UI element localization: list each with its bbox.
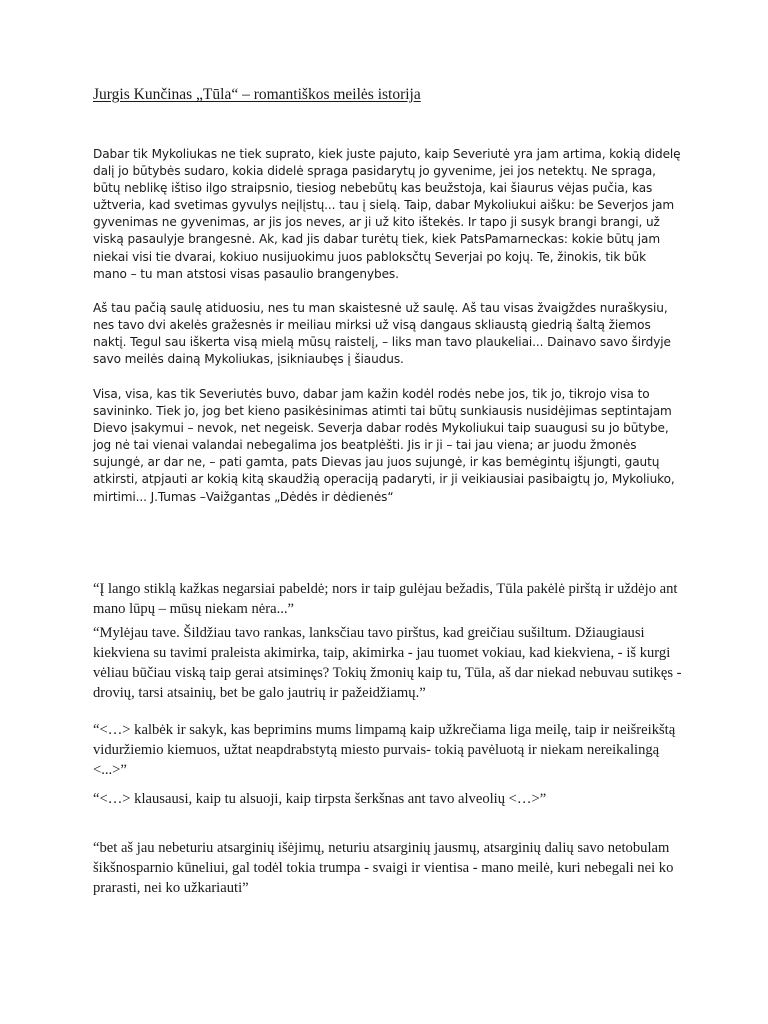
quote-5: “bet aš jau nebeturiu atsarginių išėjimų, neturiu atsarginių jausmų, atsarginių dalių savo netobulam šikšnosparnio kūneliui, gal todėl tokia trumpa - svaigi ir vientisa - mano meilė, kuri nebegali nei ko prarasti, nei ko užkariauti”	[93, 840, 674, 896]
quote-4: “<…> klausausi, kaip tu alsuoji, kaip tirpsta šerkšnas ant tavo alveolių <…>”	[93, 791, 547, 807]
document-title: Jurgis Kunčinas „Tūla“ – romantiškos meilės istorija	[93, 86, 421, 103]
quote-1: “Į lango stiklą kažkas negarsiai pabeldė; nors ir taip gulėjau bežadis, Tūla pakėlė pirštą ir uždėjo ant mano lūpų – mūsų niekam nėra...”	[93, 581, 678, 617]
paragraph-3: Visa, visa, kas tik Severiutės buvo, dabar jam kažin kodėl rodės nebe jos, tik jo, tikrojo visa to savininko. Tiek jo, jog bet kieno pasikėsinimas atimti tai būtų sunkiausis nusidėjimas septintajam Dievo įsakymui – nevok, net negeisk. Severja dabar rodės Mykoliukui taip suaugusi su jo būtybe, jog nė tai vienai valandai nebegalima jos beatplėšti. Jis ir ji – tai jau viena; ar juodu žmonės sujungė, ar dar ne, – pati gamta, pats Dievas jau juos sujungė, ir kas bemėgintų išjungti, gautų atkirsti, atpjauti ar kokią kitą skaudžią operaciją padaryti, ir ji veikiausiai pasibaigtų jo, Mykoliuko, mirtimi... J.Tumas –Vaižgantas „Dėdės ir dėdienės“	[93, 387, 675, 504]
paragraph-1: Dabar tik Mykoliukas ne tiek suprato, kiek juste pajuto, kaip Severiutė yra jam artima, kokią didelę dalį jo būtybės sudaro, kokia didelė spraga pasidarytų jo gyvenime, jei jos netektų. Ne spraga, būtų neblikę ištiso ilgo straipsnio, tiesiog nebebūtų kas beužstoja, kai šiaurus vėjas pučia, kas užtveria, kad svetimas gyvulys neįlįstų... tau į sielą. Taip, dabar Mykoliukui aišku: be Severjos jam gyvenimas ne gyvenimas, ar jis jos neves, ar ji už kito ištekės. Ir tapo ji susyk brangi brangi, už viską pasaulyje brangesnė. Ak, kad jis dabar turėtų tiek, kiek PatsPamarneckas: kokie būtų jam niekai visi tie dvarai, kokiuo nusijuokimu juos pabloksčtų Severjai po kojų. Te, žinokis, tik būk mano – tu man atstosi visas pasaulio brangenybes.	[93, 147, 681, 281]
quote-3: “<…> kalbėk ir sakyk, kas beprimins mums limpamą kaip užkrečiama liga meilę, taip ir neišreikštą viduržiemio kiemuos, užtat neapdrabstytą miesto purvais- tokią pavėluotą ir niekam nereikalingą <...>”	[93, 722, 676, 778]
quote-2: “Mylėjau tave. Šildžiau tavo rankas, lanksčiau tavo pirštus, kad greičiau sušiltum. Džiaugiausi kiekviena su tavimi praleista akimirka, taip, akimirka - jau tuomet vokiau, kad kiekviena, - iš kurgi vėliau būčiau viską taip gerai atsiminęs? Tokių žmonių kaip tu, Tūla, aš dar niekad nebuvau sutikęs - drovių, tarsi atsainių, bet be galo jautrių ir pažeidžiamų.”	[93, 625, 682, 701]
paragraph-2: Aš tau pačią saulę atiduosiu, nes tu man skaistesnė už saulę. Aš tau visas žvaigždes nuraškysiu, nes tavo dvi akelės gražesnės ir meiliau mirksi už visą dangaus skliaustą giedrią šaltą žiemos naktį. Tegul sau iškerta visą mielą mūsų raistelį, – liks man tavo plaukeliai... Dainavo savo širdyje savo meilės dainą Mykoliukas, įsikniaubęs į šiaudus.	[93, 301, 671, 367]
